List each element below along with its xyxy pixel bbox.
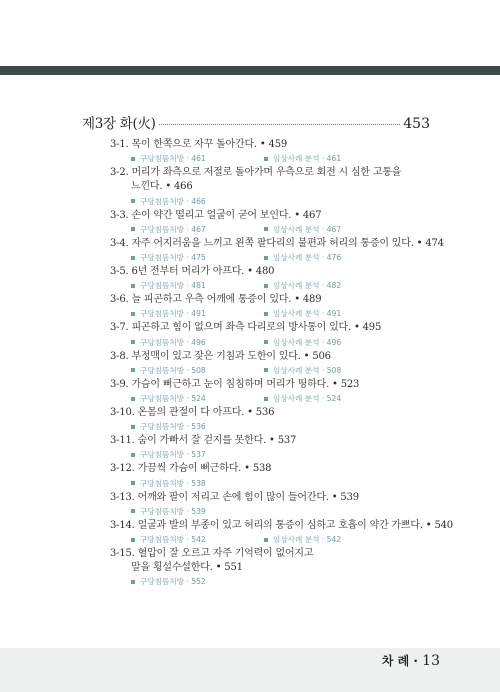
- entry-title: 3-2. 머리가 좌측으로 저절로 돌아가며 우측으로 회전 시 심한 고통을: [110, 167, 402, 179]
- sub-link[interactable]: 임상사례 분석 · 508: [264, 364, 341, 377]
- bullet-square-icon: [131, 256, 135, 260]
- sub-link[interactable]: 구당침뜸처방 · 538: [131, 477, 264, 490]
- chapter-page-number: 453: [403, 116, 430, 132]
- sub-link[interactable]: 임상사례 분석 · 467: [264, 223, 341, 236]
- bullet-square-icon: [264, 538, 268, 542]
- bullet-square-icon: [131, 580, 135, 584]
- toc-entry[interactable]: [110, 166, 430, 207]
- bullet-square-icon: [264, 227, 268, 231]
- toc-entry[interactable]: [110, 321, 430, 348]
- sub-link[interactable]: 구당침뜸처방 · 536: [131, 420, 264, 433]
- bullet-square-icon: [131, 157, 135, 161]
- sub-link[interactable]: 임상사례 분석 · 461: [264, 152, 341, 165]
- entry-title: 3-11. 숨이 가빠서 잘 걷지를 못한다. • 537: [110, 435, 297, 447]
- sub-link[interactable]: 구당침뜸처방 · 467: [131, 223, 264, 236]
- sub-link[interactable]: 구당침뜸처방 · 496: [131, 336, 264, 349]
- toc-entry[interactable]: [110, 293, 430, 320]
- entry-title: 3-13. 어깨와 팔이 저리고 손에 힘이 많이 들어간다. • 539: [110, 491, 359, 503]
- entry-title-continued: 말을 횡설수설한다. • 551: [131, 562, 243, 574]
- entry-title-continued: 느낀다. • 466: [131, 181, 193, 193]
- sub-link[interactable]: 구당침뜸처방 · 508: [131, 364, 264, 377]
- entry-title: 3-5. 6년 전부터 머리가 아프다. • 480: [110, 266, 275, 278]
- toc-entry[interactable]: [110, 378, 430, 405]
- sub-link[interactable]: 구당침뜸처방 · 552: [131, 575, 264, 588]
- entry-title: 3-15. 혈압이 잘 오르고 자주 기억력이 없어지고: [110, 548, 314, 560]
- sub-link[interactable]: 임상사례 분석 · 476: [264, 251, 341, 264]
- toc-entry[interactable]: [110, 138, 430, 165]
- bullet-square-icon: [264, 284, 268, 288]
- sub-link[interactable]: 임상사례 분석 · 482: [264, 279, 341, 292]
- sub-link[interactable]: 구당침뜸처방 · 537: [131, 448, 264, 461]
- bullet-square-icon: [131, 340, 135, 344]
- chapter-title: 제3장 화(火): [82, 116, 156, 132]
- entry-title: 3-9. 가슴이 뻐근하고 눈이 침침하며 머리가 띵하다. • 523: [110, 378, 360, 390]
- toc-entry[interactable]: [110, 462, 430, 489]
- bullet-square-icon: [131, 312, 135, 316]
- sub-link[interactable]: 구당침뜸처방 · 481: [131, 279, 264, 292]
- bullet-square-icon: [131, 538, 135, 542]
- entry-title: 3-12. 가끔씩 가슴이 뻐근하다. • 538: [110, 463, 272, 475]
- toc-entries: [110, 138, 453, 589]
- entry-title: 3-1. 목이 한쪽으로 자꾸 돌아간다. • 459: [110, 139, 288, 150]
- sub-link[interactable]: 임상사례 분석 · 542: [264, 533, 341, 546]
- header-bar: [0, 66, 500, 75]
- bullet-square-icon: [264, 157, 268, 161]
- toc-entry[interactable]: [110, 237, 444, 264]
- sub-link[interactable]: 구당침뜸처방 · 491: [131, 307, 264, 320]
- bullet-square-icon: [131, 284, 135, 288]
- toc-entry[interactable]: [110, 406, 430, 433]
- page-number: 13: [422, 653, 440, 669]
- entry-title: 3-10. 온몸의 관절이 다 아프다. • 536: [110, 407, 275, 419]
- leader-dots: [159, 124, 401, 125]
- entry-title: 3-8. 부정맥이 있고 잦은 기침과 도한이 있다. • 506: [110, 350, 331, 362]
- entry-title: 3-14. 얼굴과 발의 부종이 있고 허리의 통증이 심하고 호흡이 약간 가쁘다. • 540: [110, 519, 453, 531]
- sub-link[interactable]: 구당침뜸처방 · 524: [131, 392, 264, 405]
- toc-entry[interactable]: [110, 265, 430, 292]
- sub-link[interactable]: 구당침뜸처방 · 539: [131, 505, 264, 518]
- bullet-square-icon: [131, 425, 135, 429]
- bullet-square-icon: [264, 256, 268, 260]
- bullet-square-icon: [131, 509, 135, 513]
- footer-label: 차 례 ·: [381, 654, 418, 668]
- sub-link[interactable]: 구당침뜸처방 · 542: [131, 533, 264, 546]
- sub-link[interactable]: 구당침뜸처방 · 475: [131, 251, 264, 264]
- bullet-square-icon: [264, 368, 268, 372]
- bullet-square-icon: [131, 368, 135, 372]
- entry-title: 3-7. 피곤하고 힘이 없으며 좌측 다리로의 방사통이 있다. • 495: [110, 322, 382, 334]
- footer-page-label: [382, 652, 440, 669]
- bullet-square-icon: [131, 481, 135, 485]
- chapter-heading[interactable]: [82, 112, 430, 132]
- bullet-square-icon: [264, 312, 268, 316]
- entry-title: 3-6. 늘 피곤하고 우측 어깨에 통증이 있다. • 489: [110, 294, 322, 306]
- bullet-square-icon: [131, 227, 135, 231]
- toc-entry[interactable]: [110, 209, 430, 236]
- entry-title: 3-4. 자주 어지러움을 느끼고 왼쪽 팔다리의 불편과 허리의 통증이 있다. • 474: [110, 237, 444, 249]
- sub-link[interactable]: 임상사례 분석 · 496: [264, 336, 341, 349]
- entry-title: 3-3. 손이 약간 떨리고 얼굴이 굳어 보인다. • 467: [110, 209, 322, 221]
- bullet-square-icon: [131, 453, 135, 457]
- bullet-square-icon: [131, 199, 135, 203]
- sub-link[interactable]: 임상사례 분석 · 524: [264, 392, 341, 405]
- toc-entry[interactable]: [110, 491, 430, 518]
- toc-entry[interactable]: [110, 434, 430, 461]
- sub-link[interactable]: 구당침뜸처방 · 466: [131, 195, 264, 208]
- toc-entry[interactable]: [110, 350, 430, 377]
- sub-link[interactable]: 구당침뜸처방 · 461: [131, 152, 264, 165]
- sub-link[interactable]: 임상사례 분석 · 491: [264, 307, 341, 320]
- toc-entry[interactable]: [110, 519, 453, 546]
- bullet-square-icon: [264, 340, 268, 344]
- bullet-square-icon: [131, 397, 135, 401]
- bullet-square-icon: [264, 397, 268, 401]
- toc-entry[interactable]: [110, 547, 430, 588]
